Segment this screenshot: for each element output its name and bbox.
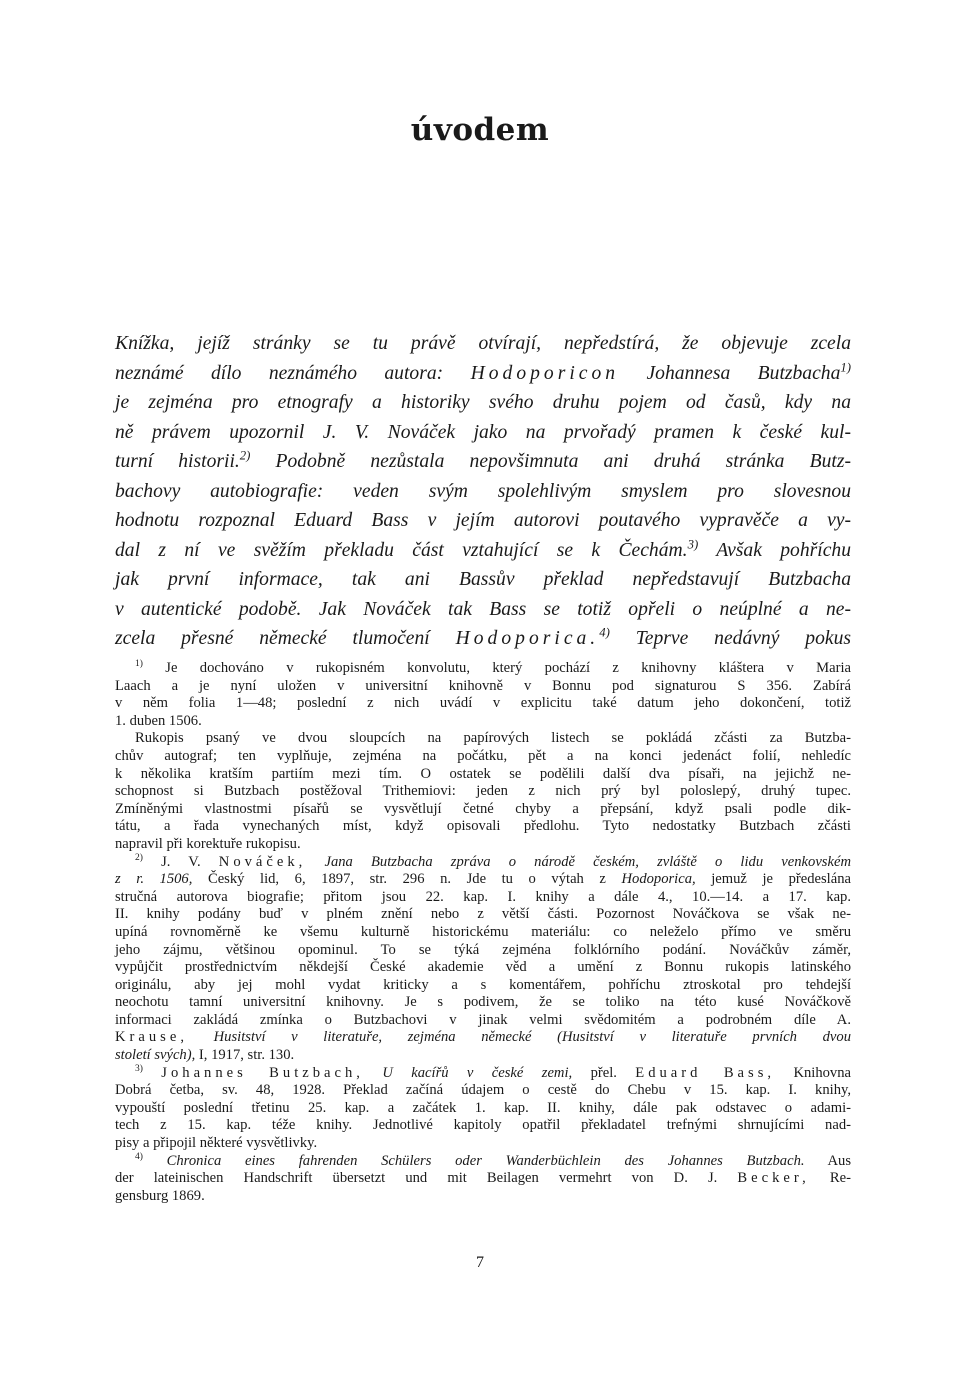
body-line: zcela přesné německé tlumočení Hodoporica.$^{4)}$ Teprve nedávný pokus [115, 625, 851, 649]
footnote-1-line: 1. duben 1506. [115, 712, 202, 729]
footnote-2-line: originálu, aby jej mohl vydat kriticky a s komentářem, pohříchu ztroskotal pro tehdejší [115, 976, 851, 993]
author-name: Johannes Butzbach, [161, 1064, 364, 1081]
author-name: Becker, [737, 1170, 810, 1187]
footnote-1-line: $^{1)}$ Je dochováno v rukopisném konvolutu, který pochází z knihovny kláštera v Maria [135, 659, 851, 676]
footnote-1-line: k několika kratším partiím mezi tím. O ostatek se podělili další dva písaři, na jejichž ne- [115, 765, 851, 782]
footnote-2-line: upíná rovnoměrně ke všemu kulturně historickému materiálu: co neleželo přímo ve směru [115, 923, 851, 940]
footnote-mark: 1) [135, 659, 143, 670]
body-line: hodnotu rozpoznal Eduard Bass v jejím autorovi poutavého vypravěče a vy- [115, 510, 851, 531]
footnote-2-line: jeho zájmu, většinou opominul. To se týká zejména folklórního podání. Nováčkův záměr, [115, 941, 851, 958]
body-line: ně právem upozornil J. V. Nováček jako na prvořadý pramen k české kul- [115, 421, 851, 443]
footnote-ref[interactable]: 2) [239, 448, 251, 463]
footnote-1-line: napravil při korektuře rukopisu. [115, 835, 301, 852]
footnote-1-line: chův autograf; ten vyplňuje, zejména na počátku, pět a na konci jedenáct folií, nehledíc [115, 747, 851, 764]
body-line: v autentické podobě. Jak Nováček tak Bass se totiž opřeli o neúplné a ne- [115, 598, 851, 620]
body-line: je zejména pro etnografy a historiky svého druhu pojem od časů, kdy na [115, 392, 851, 413]
chapter-heading: úvodem [410, 112, 550, 148]
footnote-2-line: informaci zakládá zmínka o Butzbachovi v jinak velmi svědomitém a podrobném díle A. [115, 1011, 851, 1028]
body-line: jak první informace, tak ani Bassův překlad nepředstavují Butzbacha [115, 569, 851, 590]
footnote-3-line: $^{3)}$ Johannes Butzbach, U kacířů v české zemi, přel. Eduard Bass, Knihovna [135, 1063, 851, 1081]
footnote-mark: 4) [135, 1151, 143, 1162]
body-line: bachovy autobiografie: veden svým spolehlivým smyslem pro slovesnou [115, 480, 851, 502]
footnote-4-line: gensburg 1869. [115, 1187, 205, 1204]
footnote-1-line: v něm folia 1—48; poslední z nich uvádí v explicitu také datum jeho dokončení, totiž [115, 695, 851, 712]
body-line: Knížka, jejíž stránky se tu právě otvírají, nepředstírá, že objevuje zcela [115, 333, 851, 354]
footnote-3-line: tech z 15. kap. téže knihy. Jednotlivé kapitoly opatřil překladatel trefnými shrnujícími nad- [115, 1117, 851, 1134]
footnote-1-line: tátu, a řada vynechaných míst, když opisovali předlohu. Tyto nedostatky Butzbach zčásti [115, 818, 851, 835]
footnote-2-line: Krause, Husitství v literatuře, zejména německé (Husitství v literatuře prvních dvou [115, 1029, 851, 1046]
footnote-mark: 2) [135, 852, 143, 863]
footnote-ref[interactable]: 3) [687, 536, 699, 551]
work-title: Hodoporicon [470, 362, 620, 384]
translator-name: Eduard Bass, [635, 1064, 776, 1081]
footnote-mark: 3) [135, 1063, 143, 1074]
body-line: dal z ní ve svěžím překladu část vztahující se k Čechám.$^{3)}$ Avšak pohříchu [115, 536, 851, 561]
author-name: Nováček, [218, 853, 307, 870]
footnote-ref[interactable]: 4) [599, 625, 610, 640]
footnote-2-line: II. knihy podány buď v plném znění nebo z větší části. Pozornost Nováčkova se však ne- [115, 906, 851, 923]
footnote-2-line: $^{2)}$ J. V. Nováček, Jana Butzbacha zpráva o národě českém, zvláště o lidu venkovském [135, 852, 851, 870]
footnote-2-line: neochotu tamní universitní knihovny. Je s podivem, že se toliko na této kusé Nováčkově [115, 994, 851, 1011]
footnote-3-line: Dobrá četba, sv. 48, 1928. Překlad začíná údajem o cestě do Chebu v 15. kap. I. knihy, [115, 1082, 851, 1099]
footnote-4-line: der lateinischen Handschrift übersetzt und mit Beilagen vermehrt von D. J. Becker, Re- [115, 1170, 851, 1187]
footnote-2-line: vypůjčit prostřednictvím někdejší České akademie věd a umění z Bonnu rukopis latinského [115, 959, 851, 976]
body-paragraph [115, 329, 851, 654]
footnote-ref[interactable]: 1) [840, 359, 852, 374]
page-number: 7 [476, 1254, 484, 1271]
author-name: Krause, [115, 1029, 188, 1046]
work-title: Hodoporica. [455, 628, 600, 649]
footnote-1-line: Zmíněnými vlastnostmi písařů se vysvětlují četné chyby a přepsání, když psali podle dik- [115, 800, 851, 817]
footnote-2-line: stručná autorova biografie; přitom jsou 22. kap. I. knihy a dále 4., 10.—14. a 17. kap. [115, 888, 851, 905]
footnotes [115, 660, 851, 1205]
footnote-2-line: z r. 1506, Český lid, 6, 1897, str. 296 n. Jde tu o výtah z Hodoporica, jemuž je předeslána [115, 871, 851, 888]
footnote-1-line: Laach a je nyní uložen v universitní knihovně v Bonnu pod signaturou S 356. Zabírá [115, 677, 851, 694]
body-line: neznámé dílo neznámého autora: Hodoporicon Johannesa Butzbacha$^{1)}$ [115, 359, 852, 384]
body-line: turní historii.$^{2)}$ Podobně nezůstala nepovšimnuta ani druhá stránka Butz- [115, 448, 851, 472]
footnote-3-line: pisy a připojil některé vysvětlivky. [115, 1135, 318, 1152]
footnote-4-line: $^{4)}$ Chronica eines fahrenden Schülers oder Wanderbüchlein des Johannes Butzbach. Aus [135, 1151, 851, 1169]
footnote-1-line: Rukopis psaný ve dvou sloupcích na papírových listech se pokládá zčásti za Butzba- [135, 730, 851, 747]
footnote-3-line: vypouští poslední třetinu 25. kap. a začátek 1. kap. II. knihy, dále pak odstavec o adami- [115, 1099, 851, 1116]
footnote-2-line: století svých), I, 1917, str. 130. [115, 1047, 295, 1064]
footnote-1-line: schopnost si Butzbach postěžoval Trithemiovi: jeden z nich prý byl poloslepý, druhý tupec. [115, 783, 851, 800]
